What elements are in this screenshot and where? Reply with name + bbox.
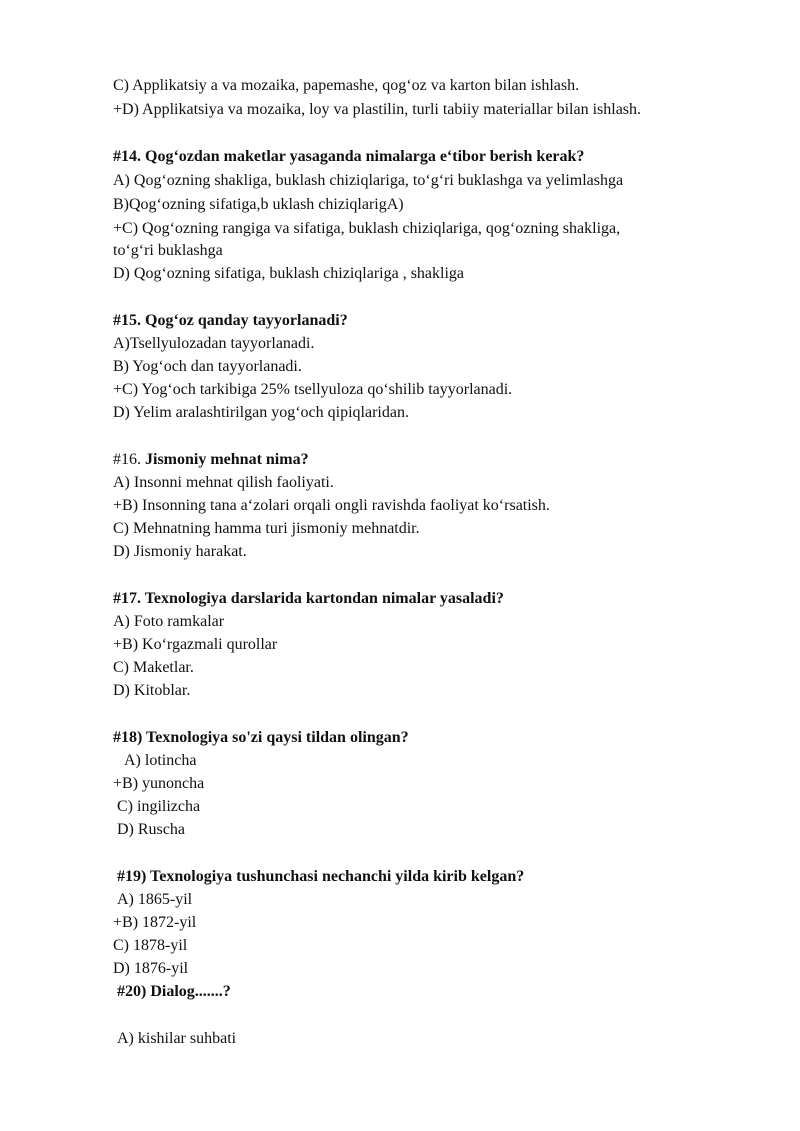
q15-question: #15. Qog‘oz qanday tayyorlanadi? bbox=[113, 312, 348, 329]
q14-option-a: A) Qog‘ozning shakliga, buklash chiziqlariga, to‘g‘ri buklashga va yelimlashga bbox=[113, 172, 624, 189]
q16-option-c: C) Mehnatning hamma turi jismoniy mehnatdir. bbox=[113, 520, 420, 537]
q19-option-c: C) 1878-yil bbox=[113, 937, 188, 954]
q17-option-d: D) Kitoblar. bbox=[113, 682, 191, 699]
q15-option-d: D) Yelim aralashtirilgan yog‘och qipiqlaridan. bbox=[113, 404, 409, 421]
q18-option-b: +B) yunoncha bbox=[113, 775, 205, 792]
q17-question: #17. Texnologiya darslarida kartondan nimalar yasaladi? bbox=[113, 590, 504, 607]
q16-option-b: +B) Insonning tana a‘zolari orqali ongli ravishda faoliyat ko‘rsatish. bbox=[113, 497, 550, 514]
q19-option-b: +B) 1872-yil bbox=[113, 914, 197, 931]
q19-question: #19) Texnologiya tushunchasi nechanchi yilda kirib kelgan? bbox=[117, 868, 525, 885]
q14-option-c-line2: to‘g‘ri buklashga bbox=[113, 242, 223, 259]
q16-option-d: D) Jismoniy harakat. bbox=[113, 543, 247, 560]
q18-option-c: C) ingilizcha bbox=[117, 798, 201, 815]
q14-option-c-line1: +C) Qog‘ozning rangiga va sifatiga, buklash chiziqlariga, qog‘ozning shakliga, bbox=[113, 220, 621, 237]
q17-option-a: A) Foto ramkalar bbox=[113, 613, 225, 630]
q16-question: Jismoniy mehnat nima? bbox=[145, 451, 309, 468]
q19-option-a: A) 1865-yil bbox=[117, 891, 193, 908]
q20-option-a: A) kishilar suhbati bbox=[117, 1030, 237, 1047]
q14-question: #14. Qog‘ozdan maketlar yasaganda nimalarga e‘tibor berish kerak? bbox=[113, 148, 585, 165]
q13-option-c: C) Applikatsiy a va mozaika, papemashe, qog‘oz va karton bilan ishlash. bbox=[113, 77, 580, 94]
q17-option-c: C) Maketlar. bbox=[113, 659, 194, 676]
q20-question: #20) Dialog.......? bbox=[117, 983, 231, 1000]
q16-number: #16. bbox=[113, 451, 141, 468]
q16-question-line bbox=[113, 450, 309, 470]
q14-option-b: B)Qog‘ozning sifatiga,b uklash chiziqlarigA) bbox=[113, 196, 404, 213]
q17-option-b: +B) Ko‘rgazmali qurollar bbox=[113, 636, 278, 653]
q15-option-c: +C) Yog‘och tarkibiga 25% tsellyuloza qo‘shilib tayyorlanadi. bbox=[113, 381, 513, 398]
q15-option-b: B) Yog‘och dan tayyorlanadi. bbox=[113, 358, 302, 375]
q18-option-d: D) Ruscha bbox=[117, 821, 185, 838]
q15-option-a: A)Tsellyulozadan tayyorlanadi. bbox=[113, 335, 315, 352]
q16-option-a: A) Insonni mehnat qilish faoliyati. bbox=[113, 474, 334, 491]
q19-option-d: D) 1876-yil bbox=[113, 960, 189, 977]
q14-option-d: D) Qog‘ozning sifatiga, buklash chiziqlariga , shakliga bbox=[113, 265, 465, 282]
q18-question: #18) Texnologiya so'zi qaysi tildan olingan? bbox=[113, 729, 409, 746]
q18-option-a: A) lotincha bbox=[124, 752, 197, 769]
q13-option-d: +D) Applikatsiya va mozaika, loy va plastilin, turli tabiiy materiallar bilan ishlash. bbox=[113, 101, 642, 118]
